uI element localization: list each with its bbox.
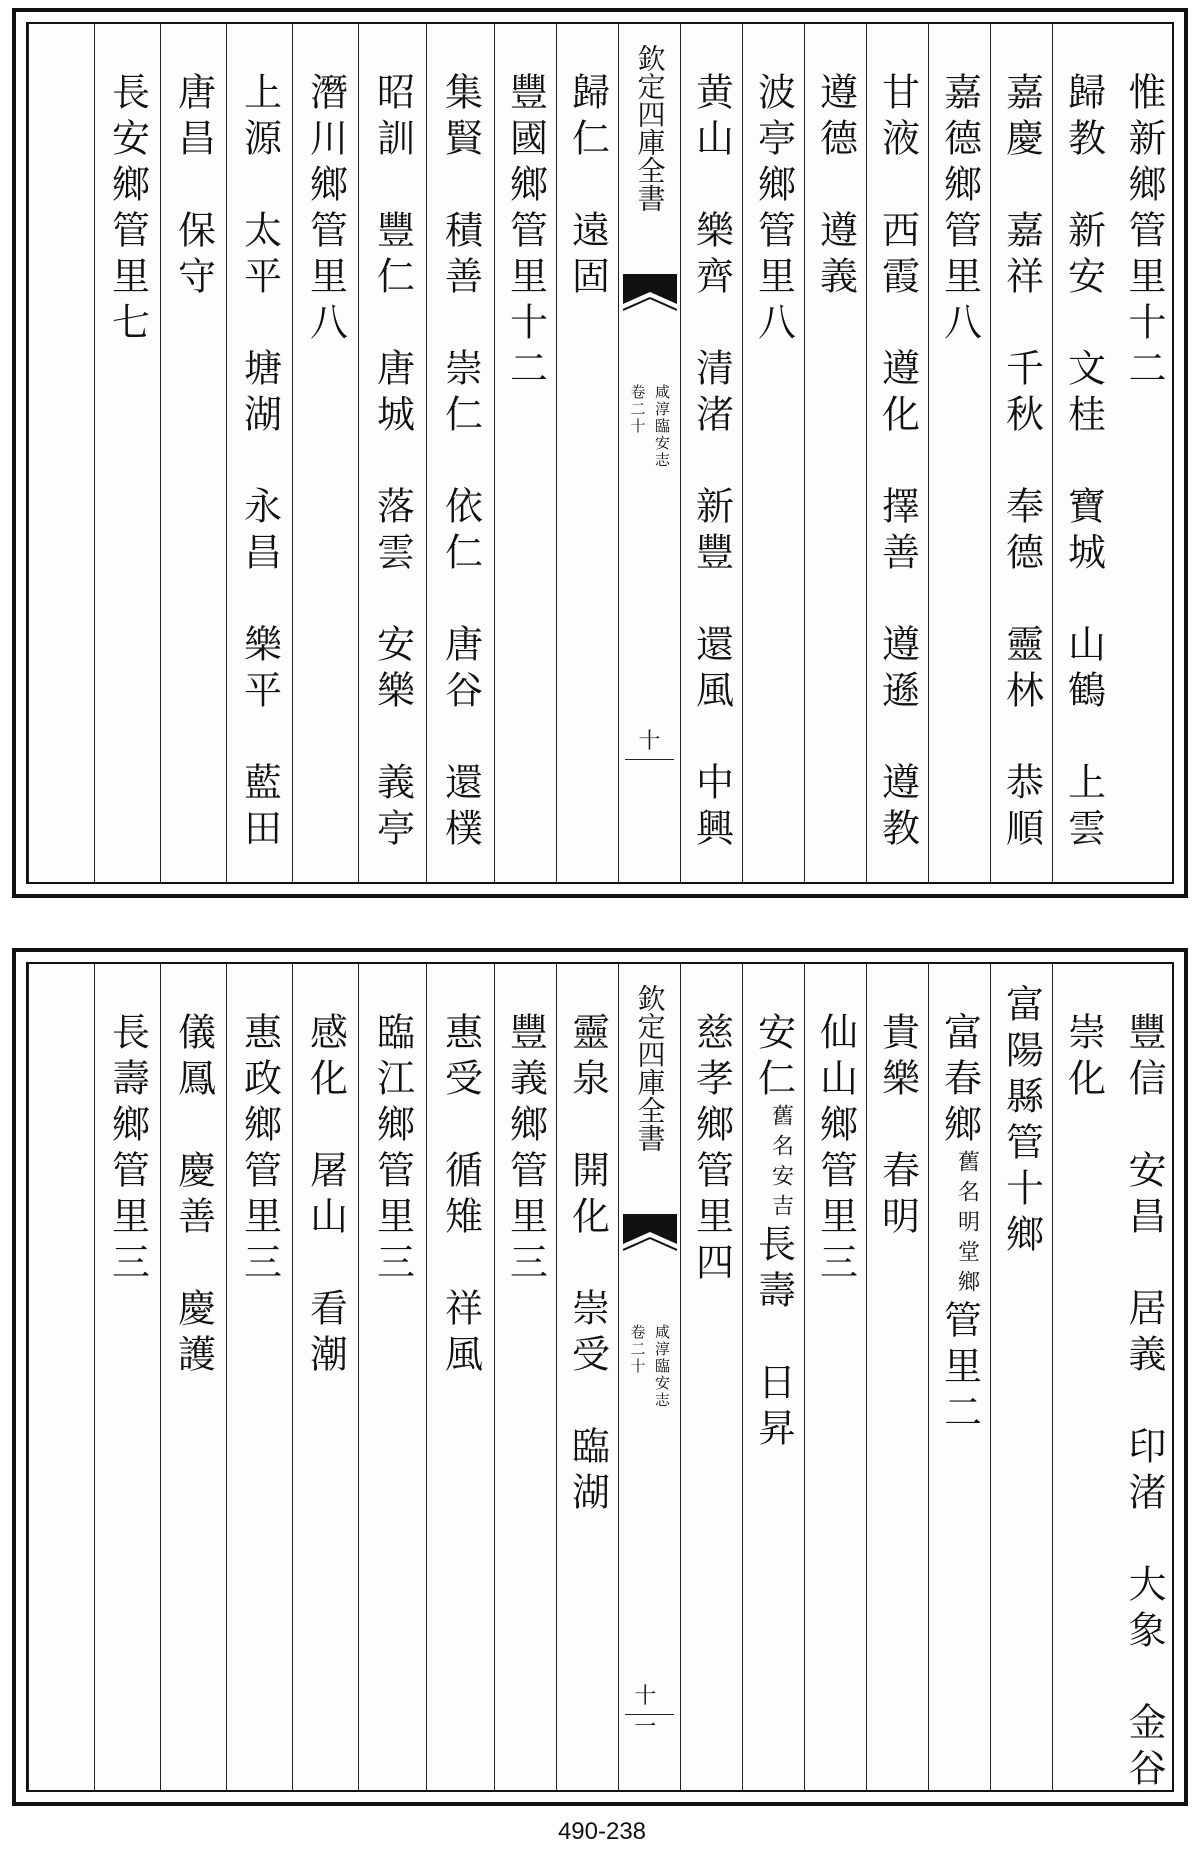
text-column	[426, 964, 494, 1790]
village-name: 安仁	[751, 1012, 796, 1104]
text-column	[28, 24, 94, 882]
text-column	[990, 24, 1052, 882]
center-header-column	[618, 964, 680, 1790]
column-text: 遵德 遵義	[813, 72, 858, 302]
column-text: 豐信 安昌 居義 印渚 大象 金谷	[1122, 1012, 1166, 1794]
column-text: 豐國鄉管里十二	[503, 72, 548, 394]
folio-number: 十	[638, 729, 661, 754]
text-column	[1052, 24, 1114, 882]
text-column	[680, 964, 742, 1790]
township-name: 富春鄉	[937, 1012, 982, 1150]
column-text: 集賢 積善 崇仁 依仁 唐谷 還樸	[438, 72, 483, 854]
column-text: 長安鄉管里七	[105, 72, 150, 348]
column-text: 惠政鄉管里三	[237, 1012, 282, 1288]
fish-tail-mark	[623, 1214, 677, 1274]
folio-number: 十一	[634, 1684, 657, 1740]
column-text: 靈泉 開化 崇受 臨湖	[565, 1012, 610, 1518]
text-column	[804, 24, 866, 882]
book-title: 欽定四庫全書	[633, 984, 667, 1152]
village-list: 長壽 日昇	[751, 1224, 796, 1454]
text-column	[292, 964, 358, 1790]
column-text: 惠受 循雉 祥風	[438, 1012, 483, 1380]
column-text: 黄山 樂齊 清渚 新豐 還風 中興	[689, 72, 734, 854]
column-text: 慈孝鄉管里四	[689, 1012, 734, 1288]
text-column	[226, 24, 292, 882]
column-text: 唐昌 保守	[171, 72, 216, 302]
text-column	[94, 24, 160, 882]
volume-label: 卷二十	[628, 384, 647, 435]
column-text: 嘉慶 嘉祥 千秋 奉德 靈林 恭順	[999, 72, 1044, 854]
text-column	[1052, 964, 1114, 1790]
column-text: 上源 太平 塘湖 永昌 樂平 藍田	[237, 72, 282, 854]
book-title: 欽定四庫全書	[633, 44, 667, 212]
text-column	[928, 24, 990, 882]
text-column	[742, 24, 804, 882]
column-text	[937, 1012, 982, 1438]
column-text	[751, 1012, 796, 1454]
column-text: 歸仁 遠固	[565, 72, 610, 302]
text-column	[160, 24, 226, 882]
center-header-column	[618, 24, 680, 882]
text-column	[1114, 24, 1174, 882]
column-text: 長壽鄉管里三	[105, 1012, 150, 1288]
text-column	[990, 964, 1052, 1790]
page-top	[12, 8, 1188, 898]
text-column	[866, 964, 928, 1790]
text-column	[680, 24, 742, 882]
page-number: 490-238	[557, 1818, 647, 1845]
source-title: 咸淳臨安志	[653, 1324, 671, 1409]
former-name-note: 舊名安吉	[768, 1104, 794, 1224]
text-column	[556, 24, 618, 882]
text-column	[94, 964, 160, 1790]
text-column	[358, 24, 426, 882]
column-text: 潛川鄉管里八	[303, 72, 348, 348]
text-column	[358, 964, 426, 1790]
text-column	[866, 24, 928, 882]
source-title: 咸淳臨安志	[653, 384, 671, 469]
column-text: 歸教 新安 文桂 寶城 山鶴 上雲	[1061, 72, 1106, 854]
text-column	[226, 964, 292, 1790]
text-column	[160, 964, 226, 1790]
former-name-note: 舊名明堂鄉	[954, 1150, 980, 1300]
folio-rule	[625, 759, 674, 760]
column-text: 豐義鄉管里三	[503, 1012, 548, 1288]
column-text: 富陽縣管十鄉	[999, 984, 1044, 1260]
fish-tail-mark	[623, 274, 677, 334]
text-column	[742, 964, 804, 1790]
text-column	[494, 24, 556, 882]
text-column	[28, 964, 94, 1790]
column-text: 感化 屠山 看潮	[303, 1012, 348, 1380]
column-text: 波亭鄉管里八	[751, 72, 796, 348]
column-text: 仙山鄉管里三	[813, 1012, 858, 1288]
column-text: 儀鳳 慶善 慶護	[171, 1012, 216, 1380]
column-text: 嘉德鄉管里八	[937, 72, 982, 348]
page-top-frame	[26, 22, 1174, 884]
column-text: 崇化	[1061, 1012, 1106, 1104]
text-column	[556, 964, 618, 1790]
column-text: 貴樂 春明	[875, 1012, 920, 1242]
column-text: 甘液 西霞 遵化 擇善 遵遜 遵教	[875, 72, 920, 854]
text-column	[426, 24, 494, 882]
volume-label: 卷二十	[628, 1324, 647, 1375]
text-column	[292, 24, 358, 882]
page-bottom	[12, 948, 1188, 1806]
text-column	[494, 964, 556, 1790]
text-column	[804, 964, 866, 1790]
text-column	[928, 964, 990, 1790]
text-column	[1114, 964, 1174, 1794]
township-count: 管里二	[937, 1300, 982, 1438]
column-text: 惟新鄉管里十二	[1122, 72, 1166, 394]
column-text: 臨江鄉管里三	[370, 1012, 415, 1288]
folio-rule	[625, 1714, 674, 1715]
page-bottom-frame	[26, 962, 1174, 1792]
column-text: 昭訓 豐仁 唐城 落雲 安樂 義亭	[370, 72, 415, 854]
